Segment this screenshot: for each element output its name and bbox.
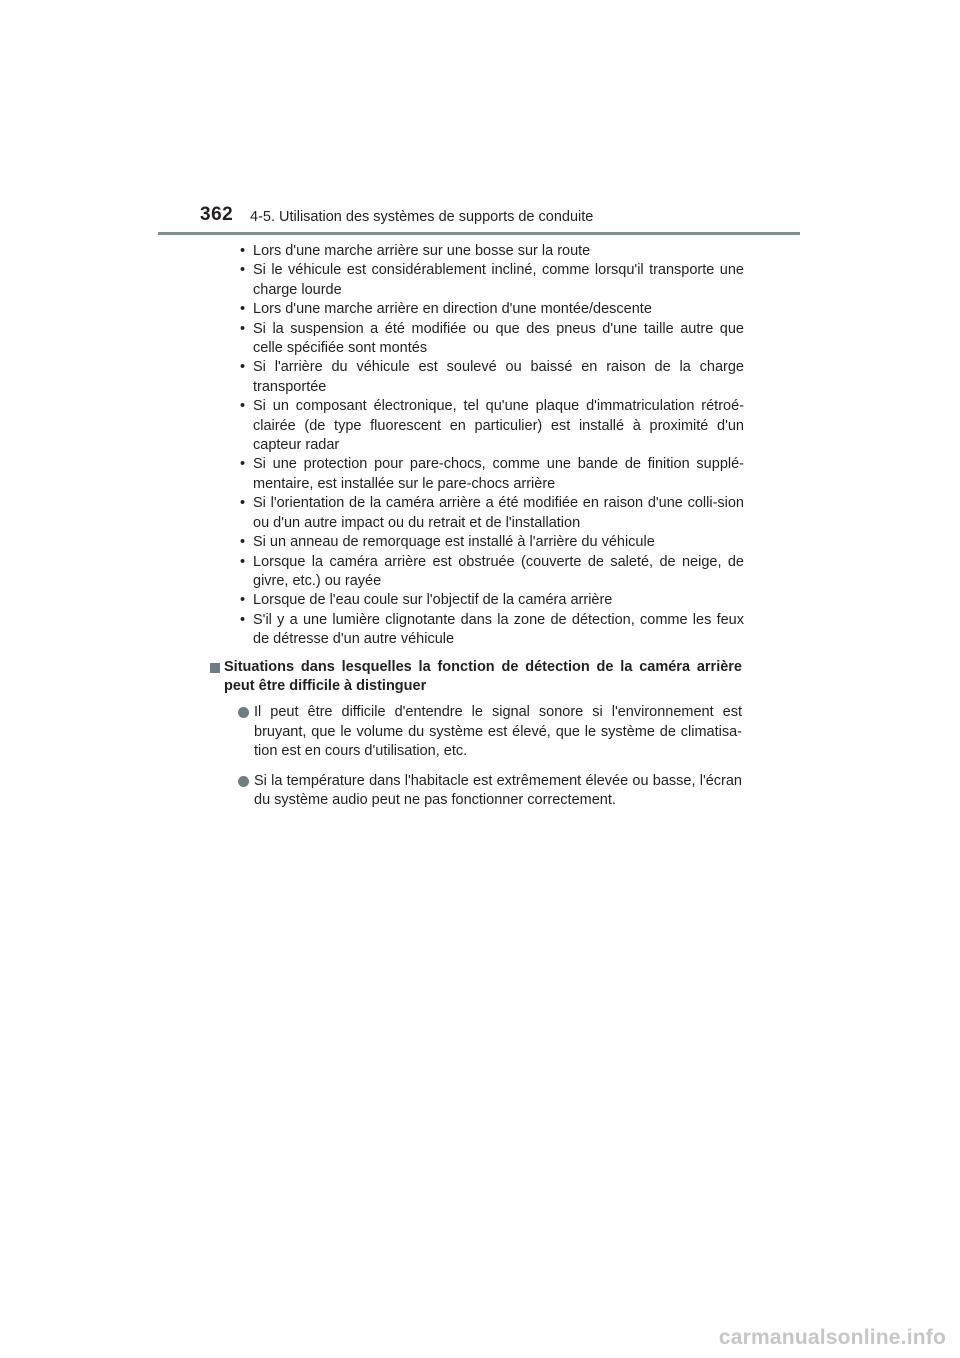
bullet-marker: • — [240, 301, 246, 318]
list-item-text: Si la suspension a été modifiée ou que des pneus d'une taille autre que celle spécifiée sont montés — [253, 320, 744, 357]
list-item-text: Lorsque la caméra arrière est obstruée (couverte de saleté, de neige, de givre, etc.) ou rayée — [253, 553, 744, 589]
list-item — [210, 553, 752, 592]
condition-list — [210, 242, 752, 650]
list-item — [210, 494, 752, 533]
list-item-text: Lors d'une marche arrière en direction d'une montée/descente — [253, 301, 652, 318]
bullet-marker: • — [240, 495, 246, 512]
list-item-text: Si une protection pour pare-chocs, comme une bande de finition supplé-mentaire, est installée sur le pare-chocs arrière — [253, 456, 744, 492]
list-item — [210, 455, 752, 494]
list-item — [210, 397, 752, 455]
list-item — [210, 300, 752, 319]
bullet-marker: • — [240, 592, 246, 609]
bullet-marker: • — [240, 456, 246, 473]
list-item — [210, 358, 752, 397]
list-item — [224, 772, 752, 811]
bullet-marker: • — [240, 553, 246, 570]
square-bullet-icon — [210, 663, 220, 673]
list-item-text: Si le véhicule est considérablement incliné, comme lorsqu'il transporte une charge lourde — [253, 262, 744, 298]
bullet-marker: • — [240, 262, 246, 279]
list-item — [210, 261, 752, 300]
bullet-marker: • — [240, 243, 246, 259]
section-title: 4-5. Utilisation des systèmes de supports de conduite — [250, 209, 594, 225]
list-item-text: Lorsque de l'eau coule sur l'objectif de la caméra arrière — [253, 592, 613, 609]
list-item — [210, 533, 752, 552]
list-item — [210, 591, 752, 610]
list-item — [210, 611, 752, 650]
bullet-marker: • — [240, 611, 246, 628]
bullet-marker: • — [240, 534, 246, 551]
list-item — [210, 242, 752, 261]
list-item-text: Il peut être difficile d'entendre le signal sonore si l'environnement est bruyant, que le volume du système est élevé, que le système de climatisa-tion est en cours d'utilisation, etc. — [254, 704, 742, 760]
subsection-title: Situations dans lesquelles la fonction de détection de la caméra arrière peut être difficile à distinguer — [224, 658, 742, 694]
header-divider — [158, 232, 800, 235]
list-item-text: Lors d'une marche arrière sur une bosse sur la route — [253, 243, 591, 259]
list-item — [224, 703, 752, 761]
list-item-text: Si la température dans l'habitacle est extrêmement élevée ou basse, l'écran du système audio peut ne pas fonctionner correctement. — [254, 772, 742, 808]
circle-bullet-icon — [238, 707, 249, 718]
circle-bullet-icon — [238, 776, 249, 787]
list-item-text: Si un composant électronique, tel qu'une plaque d'immatriculation rétroé-clairée (de type fluorescent en particulier) est installé à proximité d'un capteur radar — [253, 398, 744, 454]
page-header — [0, 0, 960, 240]
list-item-text: S'il y a une lumière clignotante dans la zone de détection, comme les feux de détresse d'un autre véhicule — [253, 611, 744, 648]
page-number: 362 — [200, 204, 234, 225]
list-item — [210, 320, 752, 359]
list-item-text: Si un anneau de remorquage est installé à l'arrière du véhicule — [253, 534, 655, 551]
list-item-text: Si l'orientation de la caméra arrière a été modifiée en raison d'une colli-sion ou d'un autre impact ou du retrait et de l'installation — [253, 495, 744, 531]
bullet-marker: • — [240, 359, 246, 376]
page-content — [210, 242, 752, 810]
subsection — [210, 658, 752, 811]
bullet-marker: • — [240, 398, 246, 415]
bullet-marker: • — [240, 320, 246, 337]
watermark: carmanualsonline.info — [718, 1326, 946, 1349]
list-item-text: Si l'arrière du véhicule est soulevé ou baissé en raison de la charge transportée — [253, 359, 744, 395]
